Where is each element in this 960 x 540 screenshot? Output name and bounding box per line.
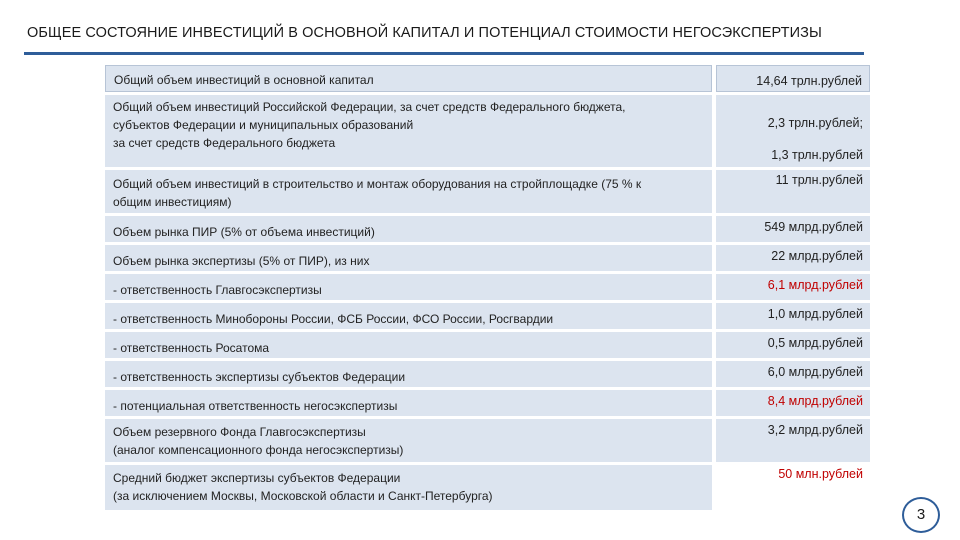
- row-label: [105, 274, 712, 300]
- table-row: [105, 216, 870, 242]
- label-line: Общий объем инвестиций в основной капитал: [114, 73, 374, 87]
- label-line: Объем рынка ПИР (5% от объема инвестиций): [113, 225, 375, 239]
- table-row: [105, 274, 870, 300]
- label-line: - ответственность Росатома: [113, 341, 270, 355]
- table-row: [105, 303, 870, 329]
- table-row: [105, 245, 870, 271]
- label-line: - ответственность Главгосэкспертизы: [113, 283, 322, 297]
- row-label: [105, 419, 712, 462]
- row-label: [105, 465, 712, 510]
- value-text: 50 млн.рублей: [778, 467, 863, 481]
- row-label: [105, 170, 712, 213]
- table-row: [105, 361, 870, 387]
- value-text: 8,4 млрд.рублей: [767, 394, 863, 408]
- row-value: [716, 95, 870, 167]
- value-text: 1,0 млрд.рублей: [767, 307, 863, 321]
- value-text: 22 млрд.рублей: [771, 249, 863, 263]
- row-value: [716, 216, 870, 242]
- row-label: [105, 303, 712, 329]
- row-value: [716, 390, 870, 416]
- row-label: [105, 245, 712, 271]
- row-value: [716, 465, 870, 510]
- value-text: 6,0 млрд.рублей: [767, 365, 863, 379]
- label-line: - потенциальная ответственность негосэкспертизы: [113, 399, 398, 413]
- row-value: [716, 274, 870, 300]
- label-line: субъектов Федерации и муниципальных образований: [113, 118, 414, 132]
- value-text: 6,1 млрд.рублей: [767, 278, 863, 292]
- row-value: [716, 332, 870, 358]
- label-line: Общий объем инвестиций в строительство и монтаж оборудования на стройплощадке (75 % к: [113, 177, 642, 191]
- table-row: [105, 332, 870, 358]
- label-line: Объем резервного Фонда Главгосэкспертизы: [113, 425, 366, 439]
- page-number: 3: [902, 497, 940, 533]
- table-row: [105, 419, 870, 462]
- value-text: 549 млрд.рублей: [764, 220, 863, 234]
- label-line: Общий объем инвестиций Российской Федерации, за счет средств Федерального бюджета,: [113, 100, 626, 114]
- row-label: [105, 216, 712, 242]
- table-row: [105, 65, 870, 92]
- label-line: Объем рынка экспертизы (5% от ПИР), из них: [113, 254, 370, 268]
- label-line: общим инвестициям): [113, 195, 232, 209]
- value-text: 1,3 трлн.рублей: [771, 148, 863, 162]
- table-row: [105, 170, 870, 213]
- row-value: [716, 65, 870, 92]
- row-value: [716, 170, 870, 213]
- row-label: [105, 65, 712, 92]
- page-title: ОБЩЕЕ СОСТОЯНИЕ ИНВЕСТИЦИЙ В ОСНОВНОЙ КАПИТАЛ И ПОТЕНЦИАЛ СТОИМОСТИ НЕГОСЭКСПЕРТИЗЫ: [27, 25, 822, 41]
- row-value: [716, 245, 870, 271]
- label-line: Средний бюджет экспертизы субъектов Федерации: [113, 471, 401, 485]
- row-value: [716, 361, 870, 387]
- row-value: [716, 303, 870, 329]
- label-line: за счет средств Федерального бюджета: [113, 136, 336, 150]
- table-row: [105, 95, 870, 167]
- investment-table: [105, 65, 870, 510]
- row-label: [105, 361, 712, 387]
- row-label: [105, 332, 712, 358]
- label-line: - ответственность Минобороны России, ФСБ России, ФСО России, Росгвардии: [113, 312, 554, 326]
- row-label: [105, 390, 712, 416]
- value-text: 3,2 млрд.рублей: [767, 423, 863, 437]
- table-row: [105, 465, 870, 510]
- title-underline: [24, 52, 864, 55]
- value-text: 0,5 млрд.рублей: [767, 336, 863, 350]
- value-text: 14,64 трлн.рублей: [756, 74, 862, 88]
- label-line: - ответственность экспертизы субъектов Федерации: [113, 370, 406, 384]
- row-label: [105, 95, 712, 167]
- value-text: 2,3 трлн.рублей;: [767, 116, 863, 130]
- label-line: (за исключением Москвы, Московской области и Санкт-Петербурга): [113, 489, 493, 503]
- table-row: [105, 390, 870, 416]
- value-text: 11 трлн.рублей: [775, 173, 863, 187]
- label-line: (аналог компенсационного фонда негосэкспертизы): [113, 443, 404, 457]
- row-value: [716, 419, 870, 462]
